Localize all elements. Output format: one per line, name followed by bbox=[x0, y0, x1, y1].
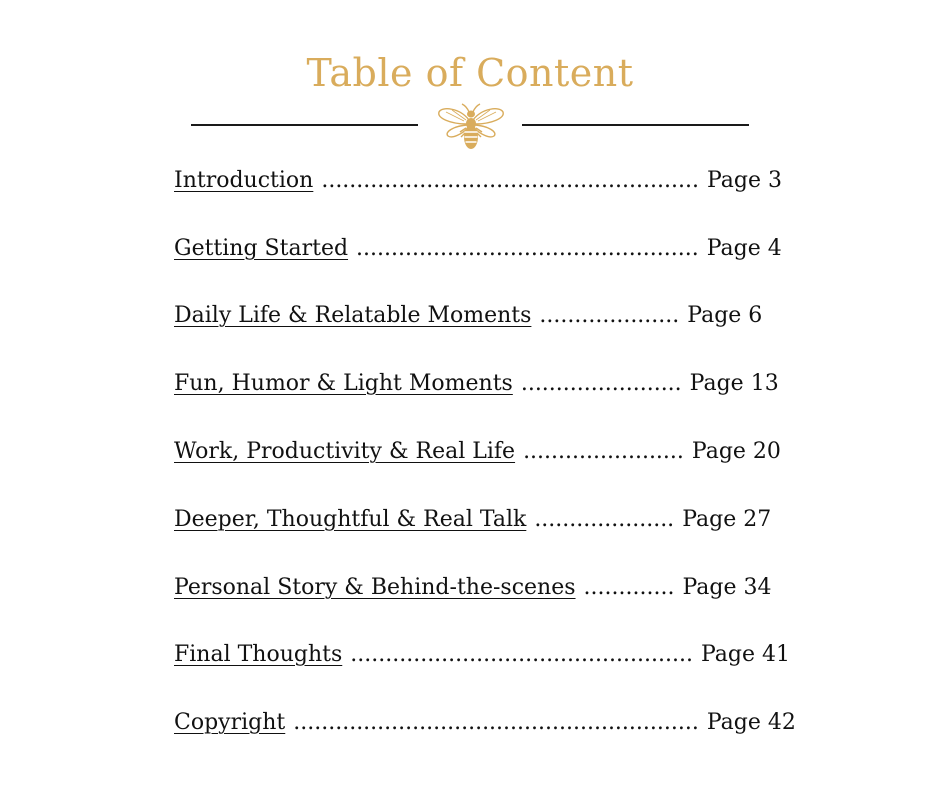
toc-entry bbox=[174, 634, 790, 674]
toc-page-number: Page 41 bbox=[700, 641, 790, 667]
toc-page-number: Page 42 bbox=[706, 709, 796, 735]
toc-page-number: Page 13 bbox=[689, 370, 779, 396]
toc-leader: ............. bbox=[583, 574, 675, 600]
toc-leader: .................... bbox=[539, 302, 680, 328]
toc-page-number: Page 27 bbox=[682, 506, 772, 532]
page-title: Table of Content bbox=[306, 51, 634, 95]
toc-entry bbox=[174, 160, 782, 200]
toc-leader: ....................... bbox=[520, 370, 682, 396]
toc-link[interactable]: Copyright bbox=[174, 709, 286, 735]
toc-entry bbox=[174, 431, 781, 471]
toc-entry bbox=[174, 499, 771, 539]
toc-leader: .................... bbox=[534, 506, 675, 532]
toc-link[interactable]: Work, Productivity & Real Life bbox=[174, 438, 516, 464]
divider-right bbox=[522, 124, 749, 126]
toc-entry bbox=[174, 702, 796, 742]
toc-leader: .......................................................... bbox=[293, 709, 699, 735]
toc-page-number: Page 20 bbox=[691, 438, 781, 464]
toc-link[interactable]: Deeper, Thoughtful & Real Talk bbox=[174, 506, 527, 532]
toc-leader: ....................... bbox=[523, 438, 684, 464]
toc-page-number: Page 4 bbox=[706, 235, 782, 261]
toc-page-number: Page 34 bbox=[682, 574, 772, 600]
toc-entry bbox=[174, 363, 779, 403]
toc-page-number: Page 6 bbox=[687, 302, 763, 328]
toc-entry bbox=[174, 295, 762, 335]
toc-entry bbox=[174, 567, 771, 607]
toc-link[interactable]: Final Thoughts bbox=[174, 641, 343, 667]
divider-left bbox=[191, 124, 418, 126]
bee-icon bbox=[436, 102, 506, 152]
toc-entry bbox=[174, 228, 782, 268]
toc-leader: ................................................. bbox=[356, 235, 699, 261]
toc-link[interactable]: Fun, Humor & Light Moments bbox=[174, 370, 513, 396]
toc-link[interactable]: Daily Life & Relatable Moments bbox=[174, 302, 532, 328]
toc-link[interactable]: Personal Story & Behind-the-scenes bbox=[174, 574, 576, 600]
toc-leader: ................................................. bbox=[350, 641, 693, 667]
toc-leader: ...................................................... bbox=[321, 167, 699, 193]
toc-page-number: Page 3 bbox=[706, 167, 782, 193]
toc-link[interactable]: Introduction bbox=[174, 167, 314, 193]
toc-link[interactable]: Getting Started bbox=[174, 235, 349, 261]
